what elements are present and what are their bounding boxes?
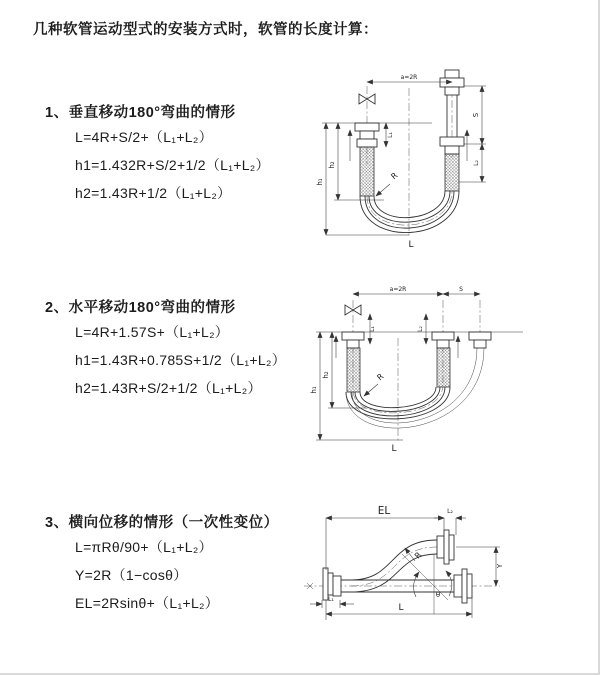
section1-formula-L: L=4R+S/2+（L₁+L₂） <box>75 129 213 145</box>
length-label: L <box>408 240 414 250</box>
radius-label: R <box>375 371 386 383</box>
left-pipe-fitting <box>355 123 379 196</box>
dim-label-h2: h₂ <box>328 161 336 169</box>
angle-label: θ <box>435 591 441 599</box>
right-pipe-fitting <box>469 332 491 348</box>
braided-hose-left <box>347 348 360 392</box>
section2-formula-h1: h1=1.43R+0.785S+1/2（L₁+L₂） <box>75 352 286 368</box>
dim-label-y: Y <box>496 563 504 569</box>
dim-label-l1: L₁ <box>387 132 394 138</box>
section-lateral-displacement <box>45 513 279 617</box>
page-title: 几种软管运动型式的安装方式时，软管的长度计算： <box>33 22 378 38</box>
section3-heading: 3、横向位移的情形（一次性变位） <box>45 515 279 531</box>
dim-label-l1: L₁ <box>369 326 376 332</box>
length-label: L <box>391 444 397 454</box>
centerlines <box>367 70 452 238</box>
dim-label-s: S <box>459 286 463 293</box>
radius-label: R <box>412 550 424 561</box>
section2-heading: 2、水平移动180°弯曲的情形 <box>45 300 236 316</box>
dim-label-l2: L₂ <box>417 326 424 332</box>
diagram-lateral-displacement <box>296 496 596 656</box>
middle-pipe-fitting <box>432 332 454 387</box>
section2-formula-L: L=4R+1.57S+（L₁+L₂） <box>75 324 230 340</box>
dim-label-h1: h₁ <box>310 386 318 394</box>
section-horizontal-move <box>45 298 286 402</box>
section1-formula-h2: h2=1.43R+1/2（L₁+L₂） <box>75 185 232 201</box>
section3-formula-EL: EL=2Rsinθ+（L₁+L₂） <box>75 595 220 611</box>
dim-label-h1: h₁ <box>316 178 324 186</box>
dim-label-a2r: a=2R <box>400 74 418 81</box>
hose-s-curve <box>351 540 437 592</box>
left-pipe-fitting <box>342 332 364 392</box>
upper-right-flange <box>437 530 454 564</box>
braided-hose-left <box>360 147 374 196</box>
section-vertical-move <box>45 103 270 207</box>
dim-label-h2: h₂ <box>322 371 330 379</box>
dim-label-a2r: a=2R <box>389 286 407 293</box>
hose-u-bend-position2 <box>346 348 484 428</box>
section3-formula-L: L=πRθ/90+（L₁+L₂） <box>75 539 213 555</box>
section1-formula-h1: h1=1.432R+S/2+1/2（L₁+L₂） <box>75 157 270 173</box>
braided-hose-middle <box>437 348 450 387</box>
hose-u-bend <box>360 191 459 233</box>
dim-label-el: EL <box>377 505 391 517</box>
diagram-horizontal-180-bend <box>308 280 588 470</box>
section1-heading: 1、垂直移动180°弯曲的情形 <box>45 105 236 121</box>
dimension-lines <box>322 82 486 235</box>
dim-label-l2: L₂ <box>447 508 453 515</box>
radius-label: R <box>389 170 400 182</box>
dim-label-l1: L₁ <box>328 596 334 603</box>
dim-label-l2: L₂ <box>473 160 480 166</box>
diagram-vertical-180-bend <box>312 66 582 251</box>
dim-label-s: S <box>472 112 480 118</box>
dimension-lines <box>310 518 500 620</box>
length-label: L <box>398 603 404 613</box>
section2-formula-h2: h2=1.43R+S/2+1/2（L₁+L₂） <box>75 380 262 396</box>
section3-formula-Y: Y=2R（1−cosθ） <box>75 567 188 583</box>
braided-hose-right <box>445 154 459 191</box>
